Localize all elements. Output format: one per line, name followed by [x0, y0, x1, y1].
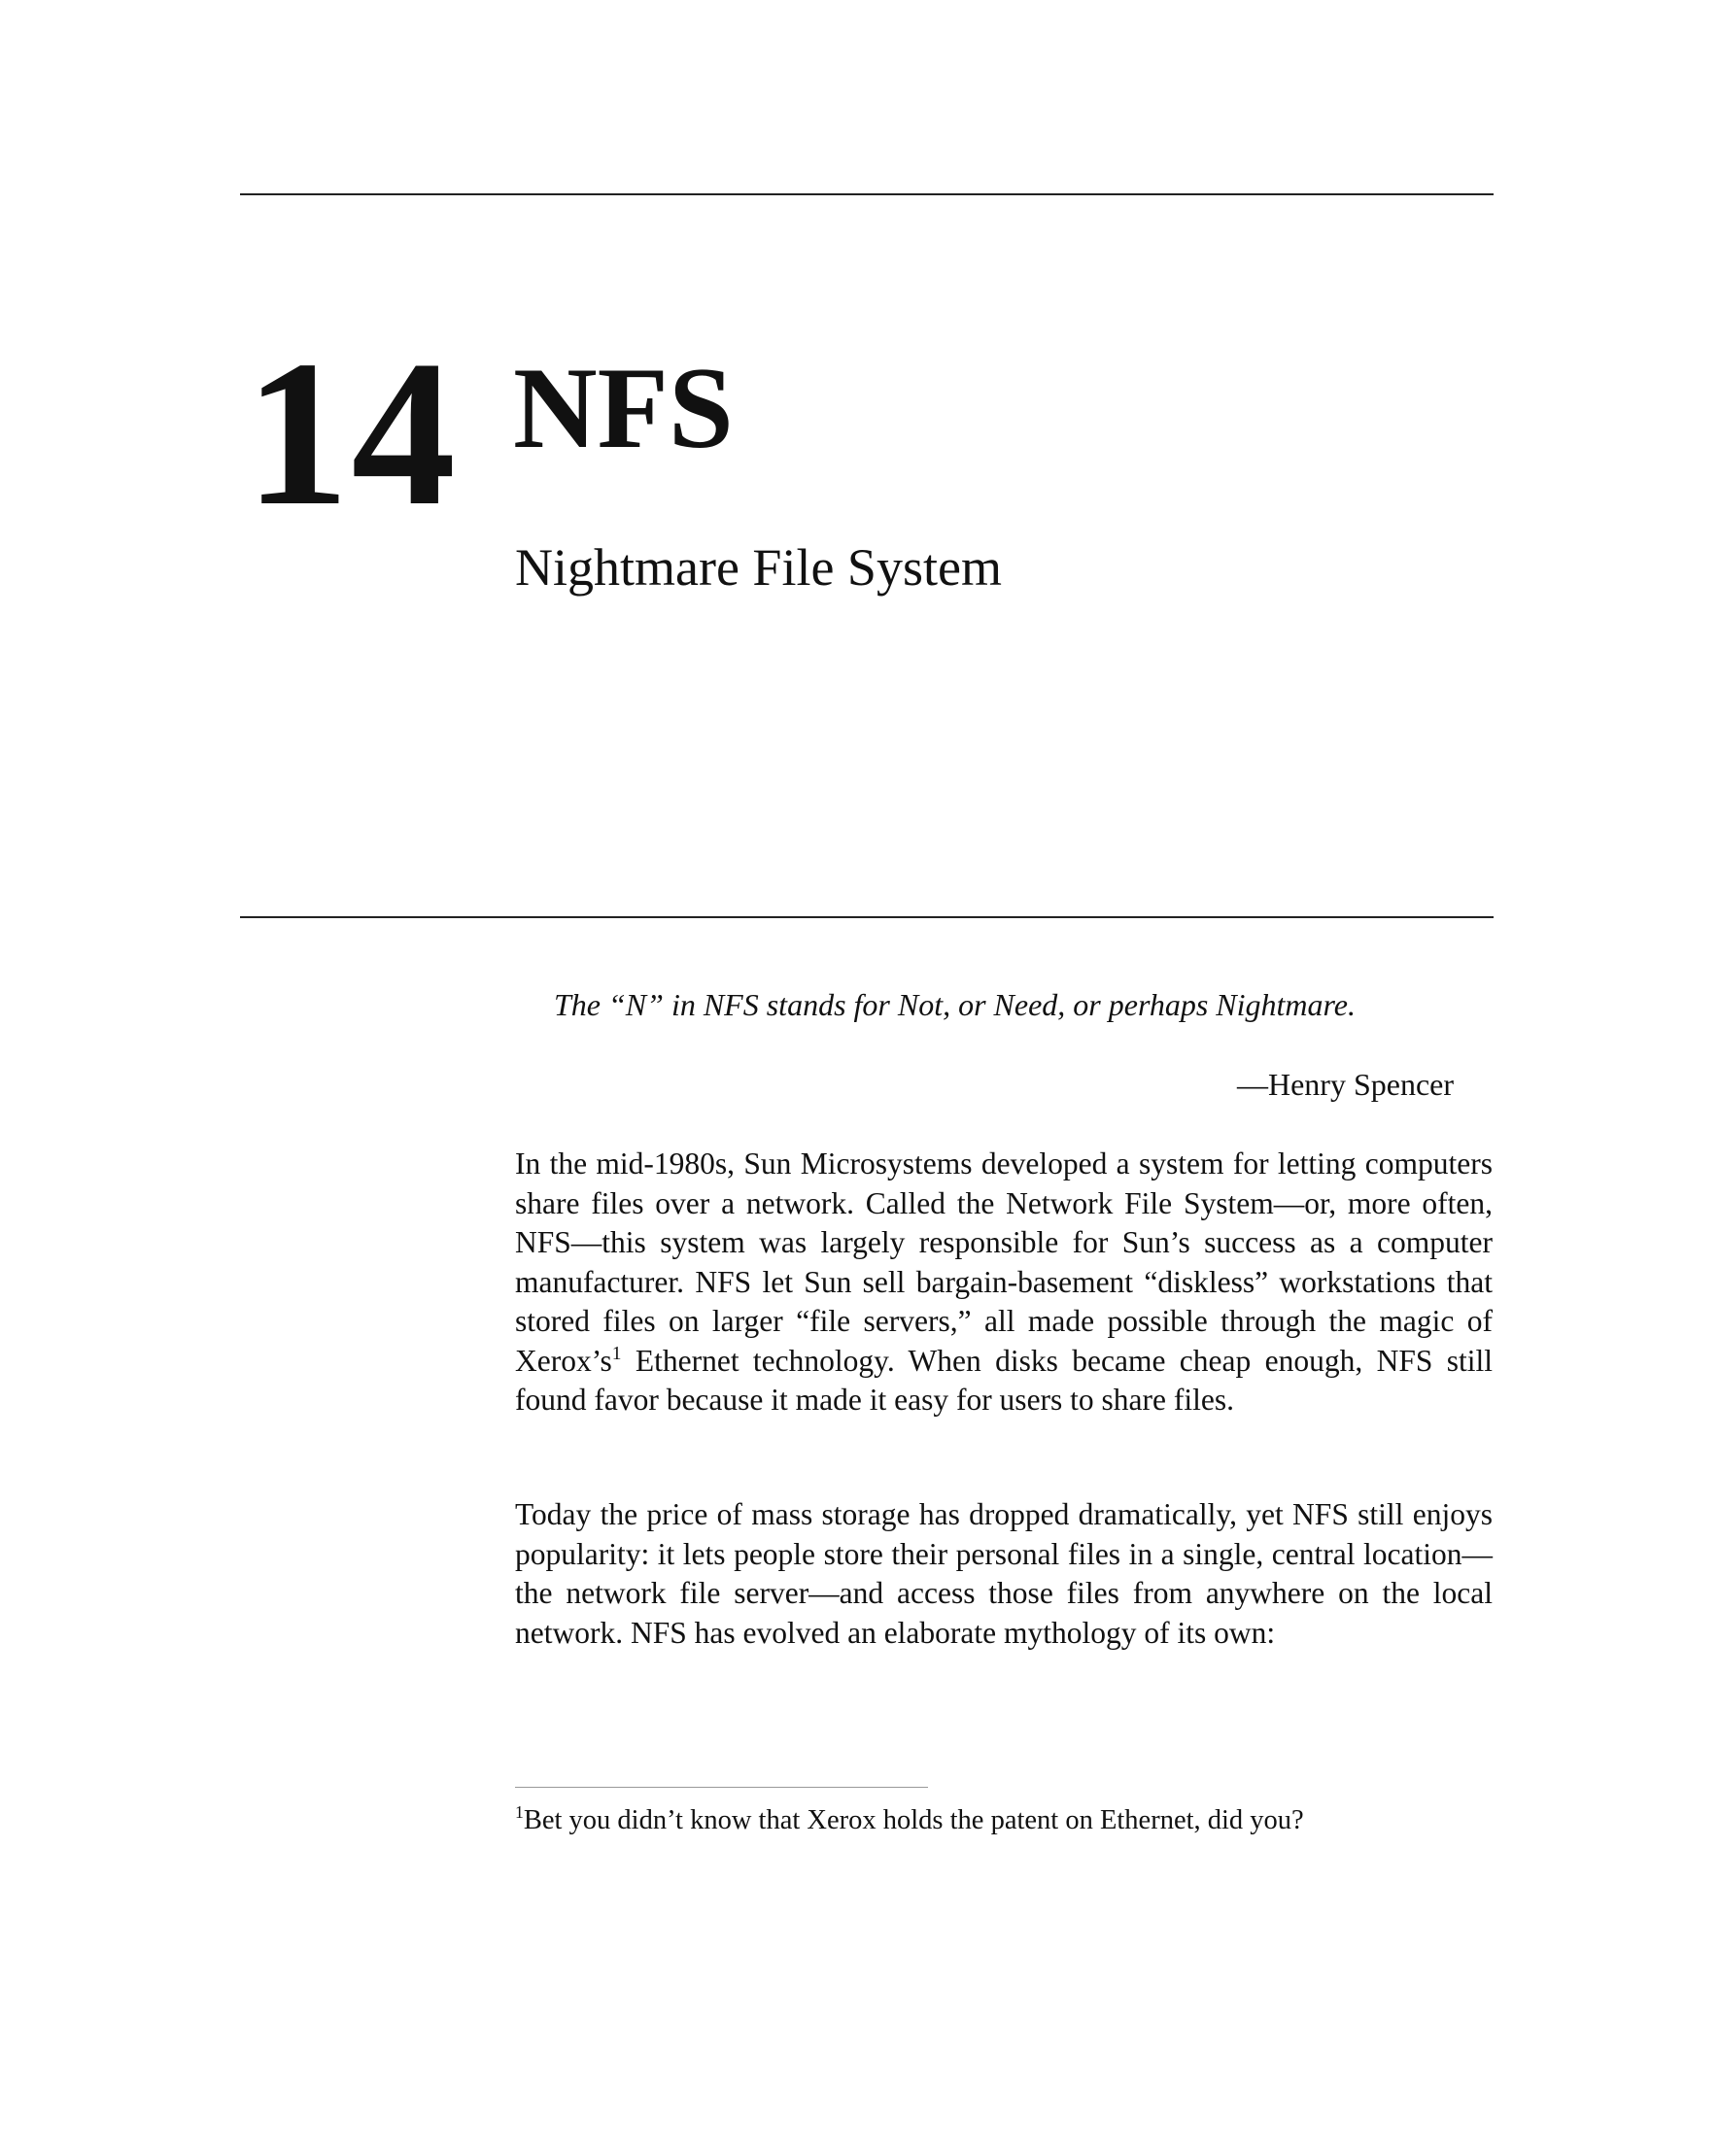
- footnote-marker: 1: [515, 1802, 524, 1823]
- body-paragraph-1: [515, 1145, 1493, 1420]
- chapter-title: NFS: [513, 343, 734, 472]
- footnote: [515, 1802, 1304, 1838]
- top-rule: [240, 193, 1494, 195]
- footnote-reference: 1: [611, 1343, 622, 1364]
- footnote-rule: [515, 1787, 928, 1788]
- paragraph-text: In the mid-1980s, Sun Microsystems developed a system for letting computers share files over a network. Called the Network File System—or, more often, NFS—this system was largely responsible for Sun’s success as a computer manufacturer. NFS let Sun sell bargain-basement “diskless” workstations that stored files on larger “file servers,” all made possible through the magic of Xerox’s: [515, 1146, 1493, 1378]
- chapter-subtitle: Nightmare File System: [515, 538, 1002, 597]
- chapter-number: 14: [245, 317, 458, 549]
- paragraph-text: Ethernet technology. When disks became cheap enough, NFS still found favor because it made it easy for users to share files.: [515, 1343, 1493, 1417]
- footnote-text: Bet you didn’t know that Xerox holds the patent on Ethernet, did you?: [523, 1805, 1304, 1835]
- section-rule: [240, 916, 1494, 918]
- epigraph-attribution: —Henry Spencer: [1236, 1067, 1454, 1102]
- body-paragraph-2: Today the price of mass storage has dropped dramatically, yet NFS still enjoys popularity: it lets people store their personal files in a single, central location—the network file server—and access those files from anywhere on the local network. NFS has evolved an elaborate mythology of its own:: [515, 1497, 1493, 1650]
- epigraph-quote: The “N” in NFS stands for Not, or Need, or perhaps Nightmare.: [554, 987, 1356, 1022]
